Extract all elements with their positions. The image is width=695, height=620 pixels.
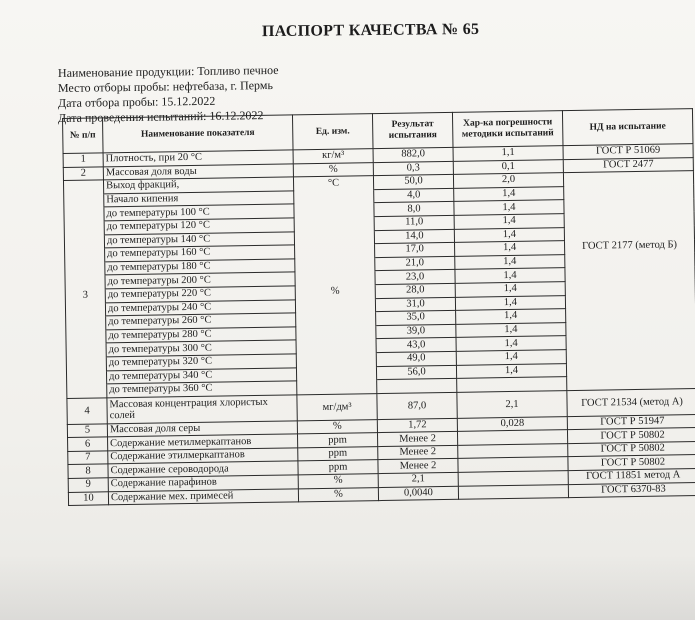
cell-name: до температуры 300 °С <box>106 340 296 357</box>
product-name: Наименование продукции: Топливо печное <box>57 62 279 80</box>
cell-num: 8 <box>68 464 108 478</box>
cell-name: до температуры 320 °С <box>106 354 296 371</box>
cell-name: до температуры 180 °С <box>105 259 295 276</box>
cell-result: 17,0 <box>375 243 455 258</box>
cell-name: Массовая доля серы <box>107 421 297 438</box>
cell-error: 1,4 <box>454 227 564 242</box>
cell-error: 2,0 <box>453 173 563 188</box>
cell-result: Менее 2 <box>378 459 458 474</box>
header-name: Наименование показателя <box>103 115 294 153</box>
cell-unit <box>297 380 377 395</box>
cell-nd: ГОСТ Р 51069 <box>563 144 693 160</box>
cell-result: 49,0 <box>376 351 456 366</box>
cell-num <box>65 289 105 303</box>
table-body <box>63 144 695 506</box>
cell-nd: ГОСТ 6370-83 <box>568 482 695 498</box>
cell-error <box>458 484 568 499</box>
cell-nd <box>563 171 693 187</box>
cell-name: Содержание парафинов <box>108 475 298 492</box>
cell-result: 11,0 <box>374 215 454 230</box>
group-nd-label: ГОСТ 2177 (метод Б) <box>582 239 678 253</box>
cell-error: 1,4 <box>455 268 565 283</box>
cell-name: до температуры 160 °С <box>105 245 295 262</box>
cell-result: 56,0 <box>376 365 456 380</box>
cell-error: 0,028 <box>457 416 567 431</box>
cell-unit: ppm <box>298 460 378 475</box>
cell-unit: % <box>293 162 373 177</box>
cell-name: до температуры 220 °С <box>105 286 295 303</box>
cell-num <box>65 262 105 276</box>
cell-unit <box>294 230 374 245</box>
cell-error: 1,4 <box>455 254 565 269</box>
cell-num <box>67 384 107 398</box>
cell-num <box>64 234 104 248</box>
cell-error: 1,4 <box>454 186 564 201</box>
cell-error: 1,4 <box>456 309 566 324</box>
cell-num <box>65 275 105 289</box>
cell-num <box>66 343 106 357</box>
cell-unit: % <box>295 285 375 300</box>
cell-error: 2,1 <box>457 390 567 418</box>
cell-num: 5 <box>67 424 107 438</box>
cell-nd: ГОСТ Р 51947 <box>567 414 695 430</box>
cell-error: 1,4 <box>454 214 564 229</box>
cell-unit: ppm <box>297 433 377 448</box>
cell-result: 28,0 <box>375 283 455 298</box>
cell-error: 1,4 <box>455 282 565 297</box>
cell-unit: °С <box>293 176 373 191</box>
cell-num: 6 <box>68 437 108 451</box>
cell-num <box>66 316 106 330</box>
cell-unit <box>296 339 376 354</box>
cell-result: 43,0 <box>376 338 456 353</box>
header-num: № п/п <box>63 118 104 154</box>
cell-name: до температуры 200 °С <box>105 272 295 289</box>
group-number-label: 3 <box>82 289 89 301</box>
document-title: ПАСПОРТ КАЧЕСТВА № 65 <box>261 20 480 41</box>
cell-unit: мг/дм³ <box>297 393 377 420</box>
sampling-place: Место отборы пробы: нефтебаза, г. Пермь <box>57 77 273 95</box>
cell-unit: ppm <box>298 446 378 461</box>
cell-nd: ГОСТ Р 50802 <box>567 428 695 444</box>
cell-result: 21,0 <box>375 256 455 271</box>
cell-error: 1,4 <box>454 200 564 215</box>
cell-nd: ГОСТ Р 50802 <box>568 441 695 457</box>
cell-num: 1 <box>63 153 103 167</box>
cell-num <box>66 370 106 384</box>
cell-result: 0,3 <box>373 161 453 176</box>
header-error: Хар-ка погрешности методики испытаний <box>452 111 563 148</box>
cell-nd: ГОСТ 21534 (метод А) <box>567 388 695 416</box>
cell-name: Массовая доля воды <box>103 163 293 180</box>
cell-result: 0,0040 <box>378 486 458 501</box>
header-result: Результат испытания <box>372 112 453 148</box>
cell-error: 1,4 <box>456 363 566 378</box>
cell-result: 1,72 <box>377 418 457 433</box>
cell-unit <box>295 257 375 272</box>
cell-name: Содержание метилмеркаптанов <box>108 434 298 451</box>
cell-name: до температуры 140 °С <box>104 231 294 248</box>
cell-name: Содержание сероводорода <box>108 461 298 478</box>
cell-result: Менее 2 <box>378 445 458 460</box>
cell-result: 2,1 <box>378 472 458 487</box>
cell-result: 882,0 <box>373 147 453 162</box>
cell-unit <box>295 298 375 313</box>
cell-error: 1,4 <box>456 336 566 351</box>
cell-name: Содержание этилмеркаптанов <box>108 448 298 465</box>
cell-error: 1,4 <box>456 350 566 365</box>
cell-unit: % <box>298 487 378 502</box>
page-shadow <box>0 555 695 620</box>
cell-name: до температуры 260 °С <box>106 313 296 330</box>
cell-num <box>65 302 105 316</box>
cell-result: 39,0 <box>376 324 456 339</box>
cell-num: 4 <box>67 398 107 425</box>
cell-result: Менее 2 <box>377 432 457 447</box>
cell-num: 10 <box>68 491 108 505</box>
cell-name: до температуры 360 °С <box>107 381 297 398</box>
cell-result: 14,0 <box>374 229 454 244</box>
cell-nd: ГОСТ Р 50802 <box>568 455 695 471</box>
cell-name: Плотность, при 20 °С <box>103 150 293 167</box>
cell-num <box>66 357 106 371</box>
cell-nd: ГОСТ 11851 метод А <box>568 469 695 485</box>
cell-result: 50,0 <box>373 175 453 190</box>
cell-unit <box>296 325 376 340</box>
cell-unit: кг/м³ <box>293 149 373 164</box>
cell-result <box>377 378 457 393</box>
cell-num <box>66 330 106 344</box>
header-nd: НД на испытание <box>562 109 693 146</box>
cell-num: 7 <box>68 451 108 465</box>
cell-result: 87,0 <box>377 392 457 419</box>
cell-unit <box>296 352 376 367</box>
cell-unit <box>294 189 374 204</box>
cell-error: 1,4 <box>455 241 565 256</box>
cell-num <box>64 194 104 208</box>
cell-unit <box>295 244 375 259</box>
cell-num <box>64 207 104 221</box>
cell-result: 35,0 <box>376 310 456 325</box>
cell-unit <box>296 366 376 381</box>
cell-result: 31,0 <box>375 297 455 312</box>
quality-table <box>62 108 695 506</box>
testing-date: Дата проведения испытаний: 16.12.2022 <box>57 108 264 125</box>
sampling-date: Дата отбора пробы: 15.12.2022 <box>57 93 216 110</box>
cell-unit <box>296 312 376 327</box>
cell-result: 23,0 <box>375 270 455 285</box>
cell-unit: % <box>297 419 377 434</box>
cell-name: до температуры 240 °С <box>105 299 295 316</box>
cell-name: до температуры 100 °С <box>104 204 294 221</box>
cell-result: 4,0 <box>374 188 454 203</box>
cell-num <box>63 180 103 194</box>
cell-name: до температуры 120 °С <box>104 218 294 235</box>
cell-nd: ГОСТ 2477 <box>563 157 693 173</box>
quality-table-wrapper <box>62 108 695 506</box>
header-unit: Ед. изм. <box>292 114 373 150</box>
cell-error: 0,1 <box>453 159 563 174</box>
cell-unit <box>294 217 374 232</box>
cell-unit: % <box>298 474 378 489</box>
cell-name: Массовая концентрация хлористых солей <box>107 395 297 424</box>
cell-num <box>65 248 105 262</box>
cell-error: 1,4 <box>455 295 565 310</box>
cell-name: Начало кипения <box>104 191 294 208</box>
cell-name: до температуры 280 °С <box>106 327 296 344</box>
cell-num <box>64 221 104 235</box>
cell-error: 1,1 <box>453 146 563 161</box>
cell-unit <box>295 271 375 286</box>
cell-name: Выход фракций, <box>103 177 293 194</box>
cell-result: 8,0 <box>374 202 454 217</box>
cell-name: до температуры 340 °С <box>106 367 296 384</box>
cell-num: 2 <box>63 166 103 180</box>
cell-num: 9 <box>68 478 108 492</box>
cell-error: 1,4 <box>456 322 566 337</box>
cell-unit <box>294 203 374 218</box>
cell-name: Содержание мех. примесей <box>108 488 298 505</box>
